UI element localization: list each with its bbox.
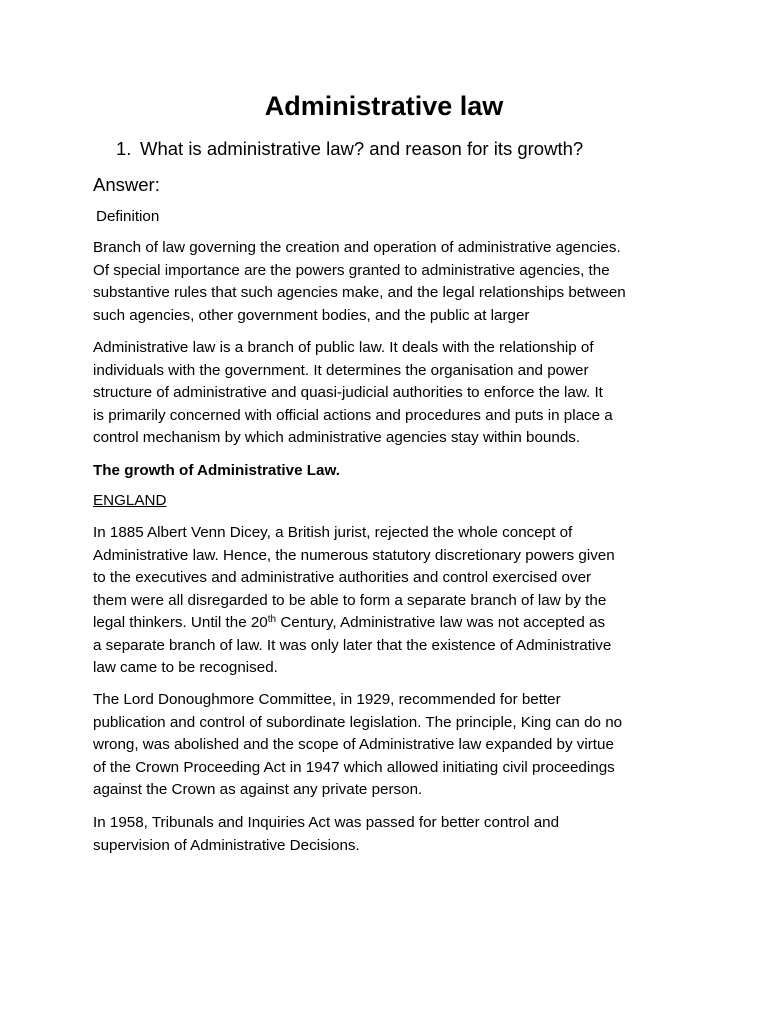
paragraph-line: publication and control of subordinate legislation. The principle, King can do no xyxy=(93,713,623,731)
paragraph-line: substantive rules that such agencies make, and the legal relationships between xyxy=(93,284,626,301)
paragraph-line: is primarily concerned with official actions and procedures and puts in place a xyxy=(93,406,613,424)
paragraph-line: law came to be recognised. xyxy=(93,659,278,676)
paragraph-definition xyxy=(93,237,683,327)
paragraph-line: Administrative law. Hence, the numerous statutory discretionary powers given xyxy=(93,546,615,564)
paragraph-line: Branch of law governing the creation and operation of administrative agencies. xyxy=(93,239,621,256)
century-line-start: legal thinkers. Until the 20 xyxy=(93,614,268,631)
paragraph-line: In 1885 Albert Venn Dicey, a British jurist, rejected the whole concept of xyxy=(93,524,573,541)
paragraph-line: wrong, was abolished and the scope of Administrative law expanded by virtue xyxy=(93,736,614,753)
definition-label: Definition xyxy=(96,208,160,225)
paragraph-line: a separate branch of law. It was only later that the existence of Administrative xyxy=(93,636,612,654)
paragraph-line: control mechanism by which administrative agencies stay within bounds. xyxy=(93,429,581,446)
paragraph-tribunals xyxy=(93,812,683,857)
paragraph-line: Of special importance are the powers granted to administrative agencies, the xyxy=(93,261,610,279)
paragraph-line: to the executives and administrative authorities and control exercised over xyxy=(93,569,592,586)
question-text: What is administrative law? and reason for its growth? xyxy=(140,138,584,159)
paragraph-public-law xyxy=(93,337,683,450)
paragraph-line: The Lord Donoughmore Committee, in 1929, recommended for better xyxy=(93,691,561,708)
question-item xyxy=(116,136,583,162)
answer-label: Answer: xyxy=(93,174,160,195)
paragraph-line: them were all disregarded to be able to form a separate branch of law by the xyxy=(93,591,607,609)
paragraph-dicey xyxy=(93,522,683,680)
paragraph-line: In 1958, Tribunals and Inquiries Act was passed for better control and xyxy=(93,814,560,831)
century-line-end: Century, Administrative law was not accepted as xyxy=(276,614,606,631)
paragraph-line: Administrative law is a branch of public law. It deals with the relationship of xyxy=(93,339,594,356)
paragraph-line: individuals with the government. It determines the organisation and power xyxy=(93,361,589,379)
growth-heading: The growth of Administrative Law. xyxy=(93,462,340,479)
england-heading: ENGLAND xyxy=(93,492,167,509)
document-title: Administrative law xyxy=(264,91,504,121)
question-number: 1. xyxy=(116,138,132,159)
paragraph-line: supervision of Administrative Decisions. xyxy=(93,836,360,854)
paragraph-line xyxy=(93,612,683,635)
paragraph-line: of the Crown Proceeding Act in 1947 which allowed initiating civil proceedings xyxy=(93,758,615,776)
paragraph-line: structure of administrative and quasi-judicial authorities to enforce the law. It xyxy=(93,384,603,401)
ordinal-suffix: th xyxy=(267,614,277,625)
paragraph-line: against the Crown as against any private person. xyxy=(93,781,423,798)
paragraph-donoughmore xyxy=(93,689,683,802)
paragraph-line: such agencies, other government bodies, and the public at larger xyxy=(93,306,530,324)
